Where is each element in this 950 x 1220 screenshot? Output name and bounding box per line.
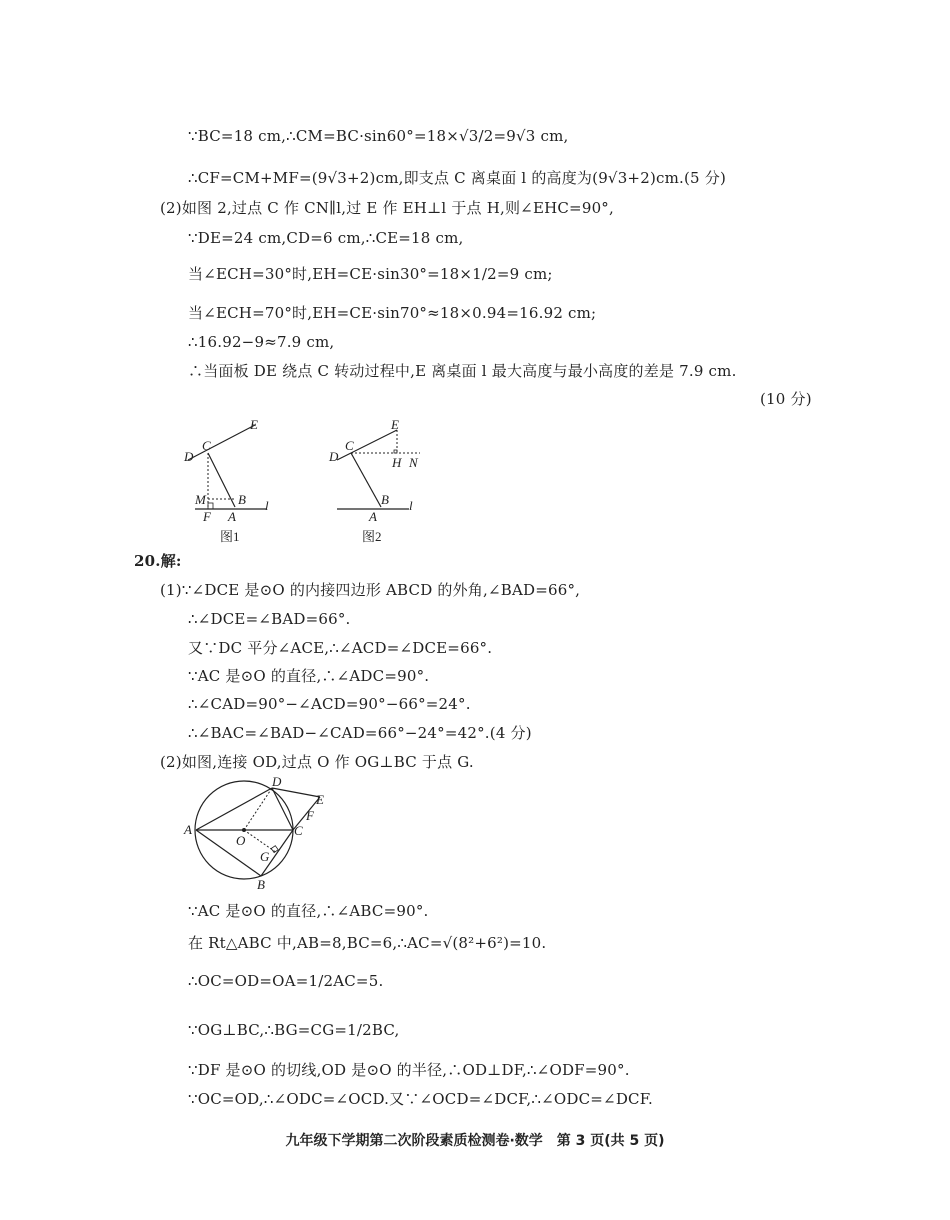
fig3-label-f: F — [306, 808, 314, 823]
q20-line-8: ∵AC 是⊙O 的直径,∴∠ABC=90°. — [188, 902, 429, 920]
solution-line-1: ∵BC=18 cm,∴CM=BC·sin60°=18×√3/2=9√3 cm, — [188, 127, 569, 145]
fig2-label-h: H — [392, 455, 402, 470]
fig3-label-e: E — [316, 792, 324, 807]
fig3-label-b: B — [257, 877, 265, 892]
fig1-label-f: F — [203, 509, 211, 524]
q20-line-13: ∵OC=OD,∴∠ODC=∠OCD.又∵∠OCD=∠DCF,∴∠ODC=∠DCF. — [188, 1090, 653, 1108]
solution-line-6: 当∠ECH=70°时,EH=CE·sin70°≈18×0.94=16.92 cm; — [188, 304, 597, 322]
fig1-label-l: l — [265, 498, 269, 513]
fig2-label-e: E — [391, 417, 399, 432]
q20-line-10: ∴OC=OD=OA=1/2AC=5. — [188, 972, 384, 990]
fig3-label-g: G — [260, 849, 270, 864]
score-note: (10 分) — [760, 390, 812, 408]
fig1-label-e: E — [250, 417, 258, 432]
figure-2-caption: 图2 — [362, 529, 382, 544]
figure-2 — [325, 415, 435, 525]
fig3-label-d: D — [272, 774, 282, 789]
fig1-label-c: C — [202, 438, 211, 453]
figure-3-circle — [180, 775, 340, 895]
question-20-heading: 20.解: — [134, 552, 182, 570]
fig1-label-b: B — [238, 492, 246, 507]
q20-line-7: (2)如图,连接 OD,过点 O 作 OG⊥BC 于点 G. — [160, 753, 474, 771]
q20-line-3: 又∵DC 平分∠ACE,∴∠ACD=∠DCE=66°. — [188, 639, 493, 657]
solution-line-8: ∴当面板 DE 绕点 C 转动过程中,E 离桌面 l 最大高度与最小高度的差是 7.9 cm. — [188, 362, 737, 380]
fig1-label-d: D — [184, 449, 194, 464]
figure-1-caption: 图1 — [220, 529, 240, 544]
fig2-label-d: D — [329, 449, 339, 464]
q20-line-12: ∵DF 是⊙O 的切线,OD 是⊙O 的半径,∴OD⊥DF,∴∠ODF=90°. — [188, 1061, 630, 1079]
fig2-label-b: B — [381, 492, 389, 507]
fig2-label-a: A — [369, 509, 377, 524]
page-footer: 九年级下学期第二次阶段素质检测卷·数学 第 3 页(共 5 页) — [285, 1133, 665, 1149]
fig1-label-a: A — [228, 509, 236, 524]
solution-line-4: ∵DE=24 cm,CD=6 cm,∴CE=18 cm, — [188, 229, 464, 247]
q20-line-1: (1)∵∠DCE 是⊙O 的内接四边形 ABCD 的外角,∠BAD=66°, — [160, 581, 581, 599]
q20-line-4: ∵AC 是⊙O 的直径,∴∠ADC=90°. — [188, 667, 430, 685]
fig2-label-l: l — [409, 498, 413, 513]
solution-line-5: 当∠ECH=30°时,EH=CE·sin30°=18×1/2=9 cm; — [188, 265, 553, 283]
fig2-label-n: N — [409, 455, 418, 470]
fig3-label-o: O — [236, 833, 246, 848]
fig3-label-c: C — [294, 823, 303, 838]
fig2-label-c: C — [345, 438, 354, 453]
q20-line-11: ∵OG⊥BC,∴BG=CG=1/2BC, — [188, 1021, 400, 1039]
fig1-label-m: M — [195, 492, 206, 507]
fig3-label-a: A — [184, 822, 192, 837]
q20-line-2: ∴∠DCE=∠BAD=66°. — [188, 610, 351, 628]
figure-1 — [180, 415, 280, 525]
q20-line-6: ∴∠BAC=∠BAD−∠CAD=66°−24°=42°.(4 分) — [188, 724, 532, 742]
solution-line-2: ∴CF=CM+MF=(9√3+2)cm,即支点 C 离桌面 l 的高度为(9√3+2)cm.(5 分) — [188, 169, 727, 187]
q20-line-9: 在 Rt△ABC 中,AB=8,BC=6,∴AC=√(8²+6²)=10. — [188, 934, 547, 952]
q20-line-5: ∴∠CAD=90°−∠ACD=90°−66°=24°. — [188, 695, 471, 713]
solution-line-3: (2)如图 2,过点 C 作 CN∥l,过 E 作 EH⊥l 于点 H,则∠EHC=90°, — [160, 199, 614, 217]
solution-line-7: ∴16.92−9≈7.9 cm, — [188, 333, 335, 351]
